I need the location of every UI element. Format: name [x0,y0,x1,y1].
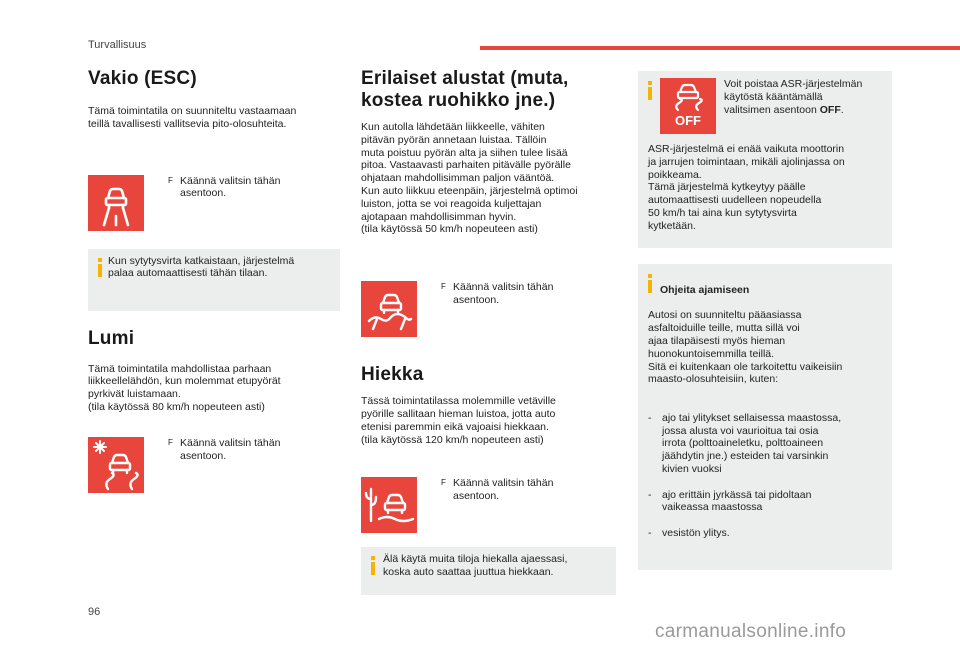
note-text: Älä käytä muita tiloja hiekalla ajaessasi, koska auto saattaa juuttua hiekkaan. [383,553,568,579]
mud-body: Kun autolla lähdetään liikkeelle, vähiten pitävän pyörän annetaan luistaa. Tällöin muta poistuu pyörän alta ja siihen tulee lisää pitoa. Vastaavasti parhaiten pitävälle pyörälle ohjataan mahdollisimman paljon vääntöä. Kun auto liikkuu eteenpäin, järjestelmä optimoi luiston, jotta se voi reagoida kuljettajan ajotapaan mahdollisimman hyvin. (tila käytössä 50 km/h nopeuteen asti) [361,121,578,236]
list-item: - ajo tai ylitykset sellaisessa maastossa, jossa alusta voi vaurioitua tai osia irrota (polttoaineletku, polttoaineen jäähdytin jne.) esteiden tai varsinkin kivien vuoksi [648,411,842,475]
list-item: - ajo erittäin jyrkässä tai pidoltaan vaikeassa maastossa [648,488,812,514]
column-middle [361,62,616,595]
esc-instruction [88,175,340,231]
info-icon [371,562,375,575]
section-header: Turvallisuus [88,39,147,51]
instruction-text: Käännä valitsin tähän asentoon. [453,477,554,503]
list-item: - vesistön ylitys. [648,526,730,539]
esc-note [88,249,340,311]
info-icon [98,264,102,277]
standard-road-car-icon [88,175,144,231]
sand-car-icon [361,477,417,533]
traction-off-icon [660,78,716,134]
watermark: carmanualsonline.info [655,621,847,642]
driving-tips-note [638,264,892,570]
instruction-text: Käännä valitsin tähän asentoon. [180,174,281,200]
column-left [88,62,340,493]
snow-instruction [88,437,340,493]
driving-tips-body: Autosi on suunniteltu pääasiassa asfaltoiduille teille, mutta sillä voi ajaa tilapäisesti myös hieman huonokuntoisemmilla teillä. Sitä ei kuitenkaan ole tarkoitettu vaikeisiin maasto-olosuhteisiin, kuten: [648,309,843,386]
snow-title: Lumi [88,327,135,349]
sand-note [361,547,616,595]
instruction-marker: F [168,175,173,185]
instruction-text: Käännä valitsin tähän asentoon. [453,281,554,306]
driving-tips-list [648,399,888,553]
driving-tips-title: Ohjeita ajamiseen [660,283,750,296]
instruction-text: Käännä valitsin tähän asentoon. [180,436,281,462]
mud-instruction [361,281,616,337]
header-accent-bar [480,46,960,50]
instruction-marker: F [168,437,173,447]
sand-body: Tässä toimintatilassa molemmille vetäville pyörille sallitaan hieman luistoa, jotta auto etenisi paremmin eikä vajoaisi hiekkaan. (tila käytössä 120 km/h nopeuteen asti) [361,395,556,446]
page-number: 96 [88,606,101,618]
mud-title: Erilaiset alustat (muta, kostea ruohikko jne.) [361,68,569,111]
sand-instruction [361,477,616,533]
esc-title: Vakio (ESC) [88,68,197,89]
snow-car-icon [88,437,144,493]
asr-body: ASR-järjestelmä ei enää vaikuta moottorin ja jarrujen toimintaan, mikäli ajolinjassa on poikkeama. Tämä järjestelmä kytkeytyy päälle automaattisesti uudelleen nopeudella 50 km/h tai aina kun sytytysvirta kytketään. [648,143,845,232]
info-icon [648,87,652,100]
snow-body: Tämä toimintatila mahdollistaa parhaan liikkeellelähdön, kun molemmat etupyörät pyrkivät luistamaan. (tila käytössä 80 km/h nopeuteen asti) [88,362,281,413]
asr-lead: Voit poistaa ASR-järjestelmän käytöstä kääntämällä valitsimen asentoon OFF. [724,78,863,116]
icon-label: OFF [675,113,701,128]
note-text: Kun sytytysvirta katkaistaan, järjestelmä palaa automaattisesti tähän tilaan. [108,254,295,280]
instruction-marker: F [441,282,446,292]
instruction-marker: F [441,478,446,488]
asr-note [638,71,892,248]
esc-body: Tämä toimintatila on suunniteltu vastaamaan teillä tavallisesti vallitsevia pito-olosuhteita. [88,105,297,130]
mud-car-icon [361,281,417,337]
sand-title: Hiekka [361,364,424,386]
